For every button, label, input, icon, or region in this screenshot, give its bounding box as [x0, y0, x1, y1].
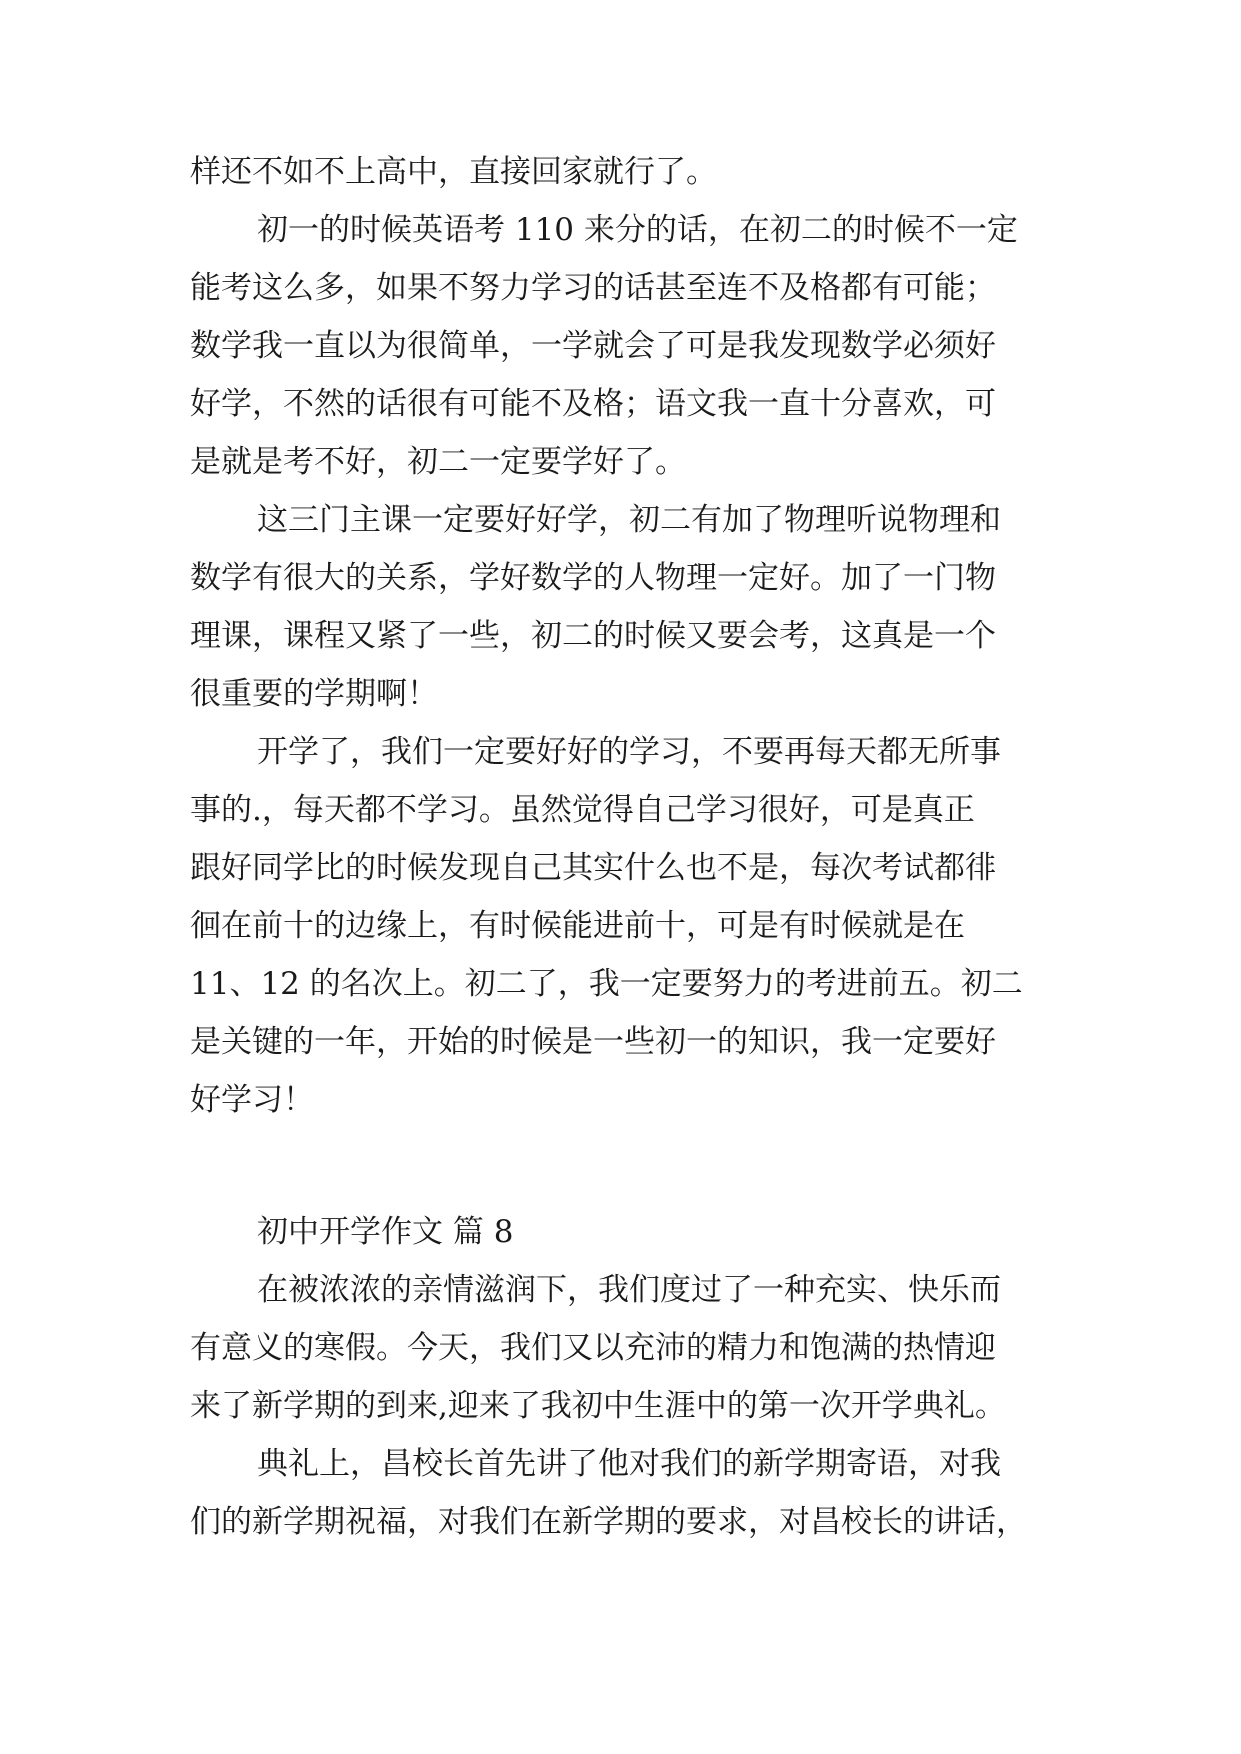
- text-line: 能考这么多，如果不努力学习的话甚至连不及格都有可能；: [190, 270, 996, 306]
- text-line: 徊在前十的边缘上，有时候能进前十，可是有时候就是在: [190, 908, 965, 944]
- text-line: 事的.，每天都不学习。虽然觉得自己学习很好，可是真正: [190, 792, 975, 828]
- text-line: 典礼上，昌校长首先讲了他对我们的新学期寄语，对我: [257, 1446, 1001, 1482]
- text-line: 很重要的学期啊！: [190, 676, 438, 712]
- text-line: 好学习！: [190, 1082, 314, 1118]
- text-line: 们的新学期祝福，对我们在新学期的要求，对昌校长的讲话，: [190, 1504, 1027, 1540]
- text-line: 这三门主课一定要好好学，初二有加了物理听说物理和: [257, 502, 1001, 538]
- text-line: 是就是考不好，初二一定要学好了。: [190, 444, 686, 480]
- text-line: 是关键的一年，开始的时候是一些初一的知识，我一定要好: [190, 1024, 996, 1060]
- section-heading: 初中开学作文 篇 8: [257, 1214, 514, 1250]
- text-line: 在被浓浓的亲情滋润下，我们度过了一种充实、快乐而: [257, 1272, 1001, 1308]
- text-line: 有意义的寒假。今天，我们又以充沛的精力和饱满的热情迎: [190, 1330, 996, 1366]
- text-line: 来了新学期的到来,迎来了我初中生涯中的第一次开学典礼。: [190, 1388, 1006, 1424]
- text-line: 跟好同学比的时候发现自己其实什么也不是，每次考试都徘: [190, 850, 996, 886]
- text-line: 11、12 的名次上。初二了，我一定要努力的考进前五。初二: [190, 966, 1023, 1002]
- text-line: 初一的时候英语考 110 来分的话，在初二的时候不一定: [257, 212, 1018, 248]
- text-line: 数学我一直以为很简单，一学就会了可是我发现数学必须好: [190, 328, 996, 364]
- text-line: 理课，课程又紧了一些，初二的时候又要会考，这真是一个: [190, 618, 996, 654]
- text-line: 数学有很大的关系，学好数学的人物理一定好。加了一门物: [190, 560, 996, 596]
- text-line: 开学了，我们一定要好好的学习，不要再每天都无所事: [257, 734, 1001, 770]
- text-line: 好学，不然的话很有可能不及格；语文我一直十分喜欢，可: [190, 386, 996, 422]
- text-line: 样还不如不上高中，直接回家就行了。: [190, 154, 717, 190]
